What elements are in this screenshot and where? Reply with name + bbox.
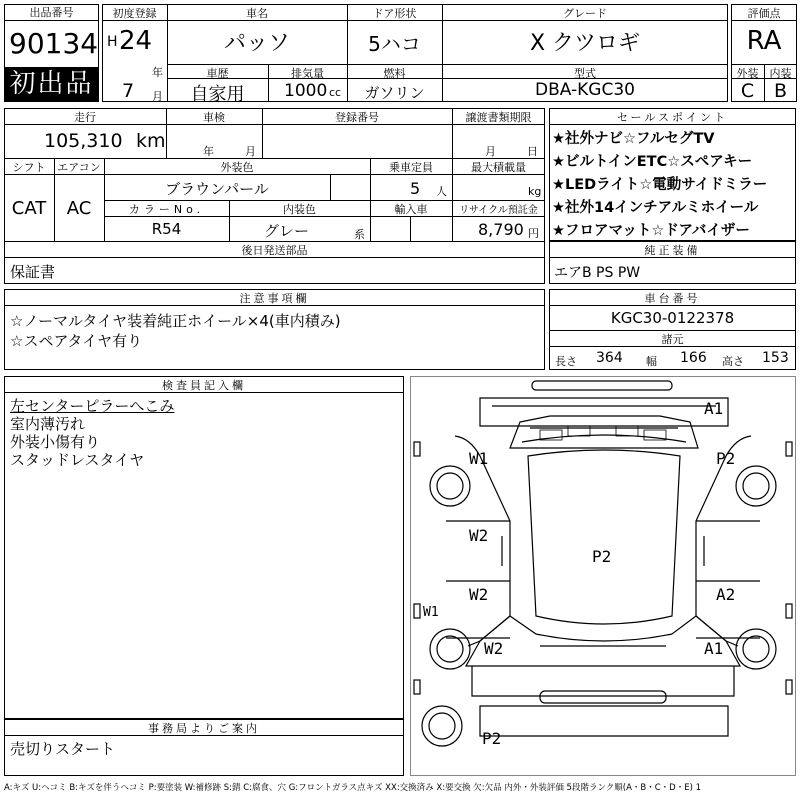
mark-a1-top: A1 (704, 399, 724, 418)
int-grade: B (773, 80, 788, 102)
capacity: 5 (410, 179, 421, 198)
displacement-label: 排気量 (291, 67, 324, 80)
sales-point-item: ★社外ナビ☆フルセグTV (552, 131, 715, 147)
type-label: 型式 (574, 67, 596, 80)
height: 153 (762, 350, 789, 366)
transfer-day-unit: 日 (527, 145, 538, 158)
rating-value: RA (746, 26, 782, 56)
mark-p2-roof: P2 (592, 547, 612, 566)
notes-label: 注意事項欄 (239, 292, 310, 305)
sales-point-item: ★LEDライト☆電動サイドミラー (552, 177, 768, 193)
office-label: 事務局よりご案内 (148, 722, 260, 735)
mileage-unit: km (136, 130, 166, 152)
width: 166 (680, 350, 707, 366)
notes-line: ☆ノーマルタイヤ装着純正ホイール×4(車内積み) (10, 312, 341, 330)
mark-w1-left: W1 (469, 449, 489, 468)
inspector-line: 左センターピラーへこみ (10, 397, 175, 415)
inspector-line: スタッドレスタイヤ (10, 451, 145, 469)
int-color-label: 内装色 (283, 203, 316, 216)
displacement-unit: cc (329, 86, 342, 99)
int-grade-label: 内装 (769, 67, 792, 80)
lot-number: 90134 (9, 27, 99, 60)
office-note: 売切りスタート (10, 740, 116, 758)
recycle-unit: 円 (528, 227, 539, 240)
mark-a1-low: A1 (704, 639, 724, 658)
mark-p2-rear: P2 (482, 729, 502, 748)
capacity-label: 乗車定員 (389, 161, 433, 174)
inspector-label: 検査員記入欄 (162, 379, 246, 392)
length: 364 (596, 350, 623, 366)
history-label: 車歴 (206, 67, 229, 80)
ac: AC (66, 198, 92, 219)
height-label: 高さ (722, 355, 744, 368)
sales-point-item: ★社外14インチアルミホイール (552, 200, 759, 216)
inspection-label: 車検 (203, 111, 225, 124)
int-color-unit: 系 (354, 228, 365, 241)
sales-point-item: ★ビルトインETC☆スペアキー (552, 154, 753, 170)
dimensions-label: 諸元 (661, 333, 684, 346)
reg-year: 24 (119, 26, 153, 56)
color-no: R54 (151, 220, 182, 238)
inspection-month-unit: 月 (245, 145, 256, 158)
capacity-unit: 人 (436, 185, 447, 198)
rating-label: 評価点 (747, 7, 781, 20)
transfer-label: 譲渡書類期限 (465, 111, 532, 124)
inspector-line: 外装小傷有り (10, 433, 101, 451)
int-color: グレー (263, 222, 309, 240)
reg-month: 7 (122, 80, 135, 102)
equipment: エアB PS PW (554, 265, 641, 281)
shift: CAT (11, 198, 47, 219)
mileage-label: 走行 (74, 111, 96, 124)
fuel-label: 燃料 (383, 67, 406, 80)
mark-a2: A2 (716, 585, 736, 604)
model-name-label: 車名 (246, 7, 268, 20)
first-listing-badge: 初出品 (5, 67, 98, 102)
month-unit: 月 (152, 90, 163, 103)
model-name: パッソ (223, 31, 290, 56)
later-parts-label: 後日発送部品 (241, 244, 308, 257)
lot-label: 出品番号 (5, 5, 98, 21)
ext-color: ブラウンパール (165, 180, 269, 198)
inspector-line: 室内薄汚れ (10, 415, 86, 433)
lot-box (4, 4, 99, 102)
chassis-number: KGC30-0122378 (610, 309, 735, 327)
shift-label: シフト (12, 161, 46, 174)
import-label: 輸入車 (394, 203, 428, 216)
ext-color-label: 外装色 (220, 161, 254, 174)
notes-line: ☆スペアタイヤ有り (10, 332, 143, 350)
mark-p2-right: P2 (716, 449, 736, 468)
legend: A:キズ U:ヘコミ B:キズを伴うヘコミ P:要塗装 W:補修跡 S:錆 C:腐食、穴 G:フロントガラス点キズ XX:交換済み X:要交換 欠:欠品 内外・外装評価 5段階ランク順(A・B・C・D・E) 1 (4, 783, 702, 793)
max-load-label: 最大積載量 (471, 161, 526, 174)
mark-w1-low: W1 (423, 605, 439, 620)
transfer-month-unit: 月 (485, 145, 496, 158)
mark-w2: W2 (469, 585, 489, 604)
grade-label: グレード (563, 7, 607, 20)
width-label: 幅 (646, 355, 657, 368)
color-no-label: カラーNo. (128, 203, 205, 216)
length-label: 長さ (555, 355, 577, 368)
fuel: ガソリン (364, 84, 425, 102)
later-parts: 保証書 (10, 263, 56, 281)
max-load-unit: kg (528, 185, 542, 198)
history: 自家用 (190, 84, 245, 105)
displacement: 1000 (284, 81, 328, 101)
equipment-label: 純正装備 (644, 244, 701, 257)
door-type: 5ハコ (368, 32, 421, 56)
car-diagram (410, 376, 796, 776)
ext-grade: C (740, 80, 755, 102)
model-type: DBA-KGC30 (535, 80, 635, 100)
door-label: ドア形状 (372, 7, 417, 20)
sales-points-label: セールスポイント (616, 111, 728, 124)
grade: X クツロギ (529, 31, 641, 56)
reg-no-label: 登録番号 (335, 111, 379, 124)
mark-w2: W2 (484, 639, 504, 658)
recycle: 8,790 (478, 220, 524, 239)
mark-w2: W2 (469, 526, 489, 545)
ac-label: エアコン (57, 161, 101, 174)
mileage: 105,310 (44, 130, 123, 152)
era: H (107, 34, 118, 50)
year-unit: 年 (152, 66, 163, 79)
recycle-label: リサイクル預託金 (459, 205, 538, 216)
header-block (4, 4, 797, 105)
first-reg-label: 初度登録 (112, 7, 157, 20)
inspection-year-unit: 年 (203, 145, 214, 158)
chassis-label: 車台番号 (644, 292, 701, 305)
ext-grade-label: 外装 (736, 67, 759, 80)
sales-point-item: ★フロアマット☆ドアバイザー (552, 223, 750, 239)
